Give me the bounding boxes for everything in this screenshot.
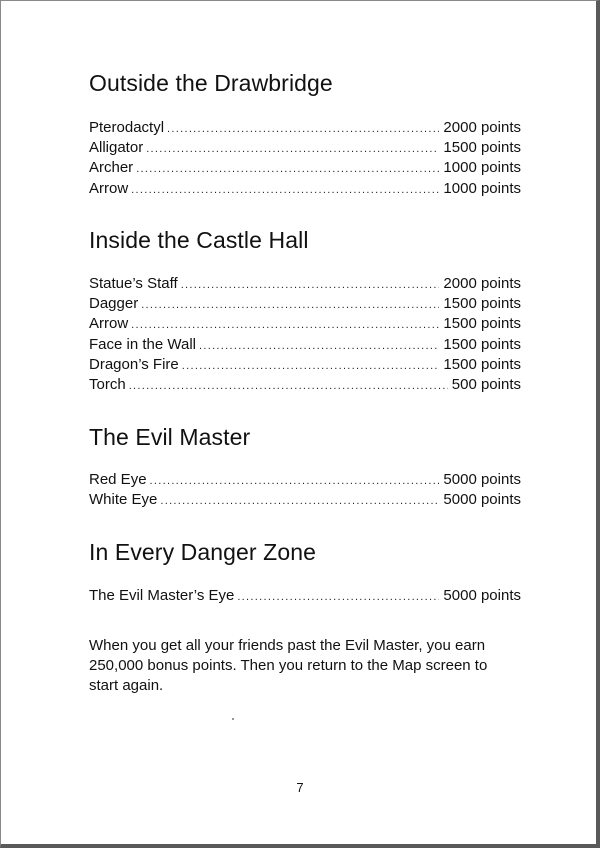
dot-leader bbox=[150, 471, 440, 491]
dot-leader bbox=[141, 295, 439, 315]
enemy-name: Dragon’s Fire bbox=[89, 355, 179, 373]
enemy-name: Torch bbox=[89, 375, 126, 393]
dot-leader bbox=[199, 336, 439, 356]
score-list-inside-castle-hall bbox=[89, 274, 521, 395]
enemy-name: Archer bbox=[89, 159, 134, 177]
enemy-name: Arrow bbox=[89, 179, 129, 197]
page-number: 7 bbox=[296, 780, 304, 795]
score-row bbox=[89, 470, 521, 490]
closing-paragraph: When you get all your friends past the Evil Master, you earn 250,000 bonus points. Then you return to the Map screen to start again. bbox=[89, 637, 488, 694]
dot-leader bbox=[160, 491, 439, 511]
score-row bbox=[89, 375, 521, 395]
dot-leader bbox=[129, 376, 448, 396]
point-value: 5000 points bbox=[443, 471, 521, 488]
dot-leader bbox=[146, 139, 439, 159]
point-value: 1500 points bbox=[443, 139, 521, 157]
point-value: 1000 points bbox=[443, 179, 521, 197]
score-row bbox=[89, 490, 521, 510]
point-value: 2000 points bbox=[443, 275, 521, 292]
enemy-name: Statue’s Staff bbox=[89, 275, 178, 292]
point-value: 1500 points bbox=[443, 295, 521, 313]
enemy-name: Red Eye bbox=[89, 471, 147, 488]
point-value: 2000 points bbox=[443, 119, 521, 136]
point-value: 1500 points bbox=[443, 315, 521, 333]
enemy-name: Alligator bbox=[89, 139, 144, 157]
score-row bbox=[89, 586, 521, 606]
score-row bbox=[89, 314, 521, 334]
enemy-name: Face in the Wall bbox=[89, 335, 196, 353]
score-row bbox=[89, 355, 521, 375]
dot-leader bbox=[237, 587, 439, 607]
point-value: 1500 points bbox=[443, 355, 521, 373]
score-row bbox=[89, 294, 521, 314]
score-list-every-danger-zone bbox=[89, 586, 521, 606]
dot-leader bbox=[131, 180, 439, 200]
point-value: 1500 points bbox=[443, 335, 521, 353]
score-list-outside-drawbridge bbox=[89, 118, 521, 199]
score-row bbox=[89, 179, 521, 199]
dot-leader bbox=[167, 119, 439, 139]
point-value: 5000 points bbox=[443, 587, 521, 604]
section-title-evil-master: The Evil Master bbox=[89, 424, 251, 450]
section-title-outside-drawbridge: Outside the Drawbridge bbox=[89, 70, 333, 96]
dot-leader bbox=[136, 159, 439, 179]
enemy-name: Dagger bbox=[89, 295, 139, 313]
dot-leader bbox=[182, 356, 440, 376]
enemy-name: The Evil Master’s Eye bbox=[89, 587, 235, 604]
point-value: 500 points bbox=[451, 375, 521, 393]
score-list-evil-master bbox=[89, 470, 521, 510]
score-row bbox=[89, 138, 521, 158]
dot-leader bbox=[181, 275, 440, 295]
point-value: 5000 points bbox=[443, 491, 521, 509]
enemy-name: White Eye bbox=[89, 491, 158, 509]
section-title-inside-castle-hall: Inside the Castle Hall bbox=[89, 227, 309, 253]
enemy-name: Arrow bbox=[89, 315, 129, 333]
point-value: 1000 points bbox=[443, 159, 521, 177]
score-row bbox=[89, 118, 521, 138]
score-row bbox=[89, 335, 521, 355]
score-row bbox=[89, 158, 521, 178]
enemy-name: Pterodactyl bbox=[89, 119, 165, 136]
score-row bbox=[89, 274, 521, 294]
dot-leader bbox=[131, 315, 439, 335]
section-title-every-danger-zone: In Every Danger Zone bbox=[89, 539, 317, 565]
print-speck bbox=[232, 718, 234, 720]
